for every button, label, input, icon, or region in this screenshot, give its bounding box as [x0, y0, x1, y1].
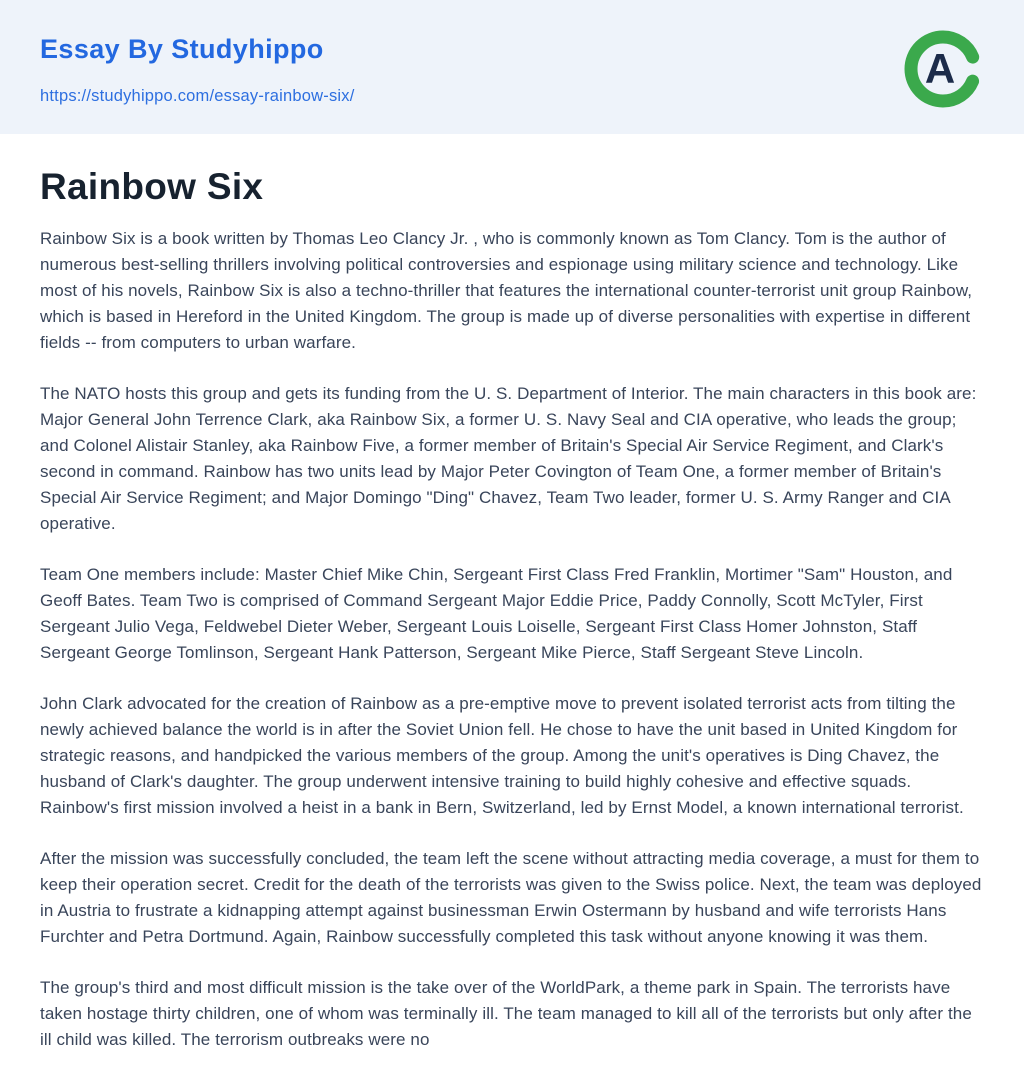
essay-paragraph-4: John Clark advocated for the creation of Rainbow as a pre-emptive move to prevent isolated terrorist acts from tilting the newly achieved balance the world is in after the Soviet Union fell. He chose to have the unit based in United Kingdom for strategic reasons, and handpicked the various members of the group. Among the unit's operatives is Ding Chavez, the husband of Clark's daughter. The group underwent intensive training to build highly cohesive and effective squads. Rainbow's first mission involved a heist in a bank in Bern, Switzerland, led by Ernst Model, a known international terrorist. [40, 694, 964, 817]
source-url-link[interactable]: https://studyhippo.com/essay-rainbow-six/ [40, 87, 355, 105]
essay-paragraph-3: Team One members include: Master Chief Mike Chin, Sergeant First Class Fred Franklin, Mortimer "Sam" Houston, and Geoff Bates. Team Two is comprised of Command Sergeant Major Eddie Price, Paddy Connolly, Scott McTyler, First Sergeant Julio Vega, Feldwebel Dieter Weber, Sergeant Louis Loiselle, Sergeant First Class Homer Johnston, Staff Sergeant George Tomlinson, Sergeant Hank Patterson, Sergeant Mike Pierce, Staff Sergeant Steve Lincoln. [40, 565, 953, 662]
page-header [0, 0, 1024, 134]
header-text-block [40, 30, 355, 106]
studyhippo-logo [904, 30, 982, 108]
studyhippo-logo-icon [904, 30, 982, 108]
site-title: Essay By Studyhippo [40, 34, 324, 64]
essay-paragraph-5: After the mission was successfully concluded, the team left the scene without attracting media coverage, a must for them to keep their operation secret. Credit for the death of the terrorists was given to the Swiss police. Next, the team was deployed in Austria to frustrate a kidnapping attempt against businessman Erwin Ostermann by husband and wife terrorists Hans Furchter and Petra Dortmund. Again, Rainbow successfully completed this task without anyone knowing it was them. [40, 849, 982, 946]
essay-paragraph-6: The group's third and most difficult mission is the take over of the WorldPark, a theme park in Spain. The terrorists have taken hostage thirty children, one of whom was terminally ill. The team managed to kill all of the terrorists but only after the ill child was killed. The terrorism outbreaks were no [40, 978, 972, 1049]
logo-letter: A [924, 45, 956, 92]
essay-article [0, 134, 1024, 1053]
essay-title: Rainbow Six [40, 166, 264, 207]
essay-paragraph-2: The NATO hosts this group and gets its funding from the U. S. Department of Interior. The main characters in this book are: Major General John Terrence Clark, aka Rainbow Six, a former U. S. Navy Seal and CIA operative, who leads the group; and Colonel Alistair Stanley, aka Rainbow Five, a former member of Britain's Special Air Service Regiment, and Clark's second in command. Rainbow has two units lead by Major Peter Covington of Team One, a former member of Britain's Special Air Service Regiment; and Major Domingo "Ding" Chavez, Team Two leader, former U. S. Army Ranger and CIA operative. [40, 384, 977, 533]
essay-paragraph-1: Rainbow Six is a book written by Thomas Leo Clancy Jr. , who is commonly known as Tom Clancy. Tom is the author of numerous best-selling thrillers involving political controversies and espionage using military science and technology. Like most of his novels, Rainbow Six is also a techno-thriller that features the international counter-terrorist unit group Rainbow, which is based in Hereford in the United Kingdom. The group is made up of diverse personalities with expertise in different fields -- from computers to urban warfare. [40, 229, 973, 352]
